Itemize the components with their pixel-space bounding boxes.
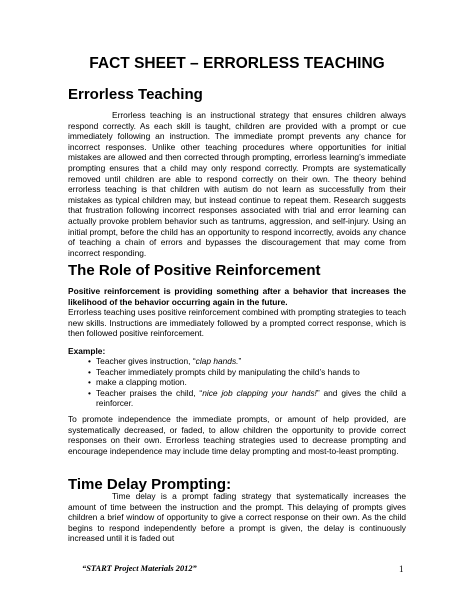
list-item: • Teacher gives instruction, “clap hands.”	[88, 356, 242, 366]
list-item: • Teacher praises the child, “nice job clapping your hands!” and gives the child a reinforcer.	[88, 387, 406, 409]
bullet-icon: •	[88, 387, 91, 398]
footer-credit: “START Project Materials 2012”	[82, 564, 197, 573]
paragraph-errorless-teaching: Errorless teaching is an instructional strategy that ensures children always respond correctly. As each skill is taught, children are provided with a prompt or cue immediately following an instruction. The immediate prompt prevents any chance for incorrect responses. Unlike other teaching procedures where opportunities for initial mistakes are allowed and then corrected through prompting, errorless learning’s immediate prompting ensures that a child may only respond correctly. Prompts are systematically removed until children are able to respond correctly on their own. The theory behind errorless teaching is that children with autism do not learn as successfully from their mistakes as typical children may, but instead continue to repeat them. Research suggests that frustration following incorrect responses associated with trial and error learning can actually provoke problem behavior such as tantrums, aggression, and self-injury. Using an initial prompt, before the child has an opportunity to respond incorrectly, avoids any chance of teaching a chain of errors and bypasses the discouragement that may come from incorrect responding.	[68, 110, 406, 258]
page-title: FACT SHEET – ERRORLESS TEACHING	[89, 55, 385, 72]
bullet-icon: •	[88, 356, 91, 366]
example-list	[68, 356, 406, 409]
bullet-icon: •	[88, 366, 91, 377]
heading-time-delay: Time Delay Prompting:	[68, 476, 232, 493]
heading-positive-reinforcement: The Role of Positive Reinforcement	[68, 262, 321, 279]
list-item: • Teacher immediately prompts child by manipulating the child’s hands to	[88, 366, 360, 377]
bullet-icon: •	[88, 377, 91, 388]
example-label: Example:	[68, 346, 106, 356]
paragraph-independence: To promote independence the immediate prompts, or amount of help provided, are systematically decreased, or faded, to allow children the opportunity to provide correct responses on their own. Errorless teaching strategies used to decrease prompting and encourage independence may include time delay prompting and most-to-least prompting.	[68, 414, 406, 456]
paragraph-reinforcement: Errorless teaching uses positive reinforcement combined with prompting strategies to teach new skills. Instructions are immediately followed by a prompted correct response, which is then followed positive reinforcement.	[68, 307, 406, 339]
paragraph-time-delay: Time delay is a prompt fading strategy that systematically increases the amount of time between the instruction and the prompt. This delaying of prompts gives children a brief window of opportunity to give a correct response on their own. As the child begins to respond independently before a prompt is given, the delay is continuously increased until it is faded out	[68, 491, 406, 544]
page-number: 1	[399, 564, 404, 574]
heading-errorless-teaching: Errorless Teaching	[68, 86, 203, 103]
list-item: • make a clapping motion.	[88, 377, 187, 388]
definition-positive-reinforcement: Positive reinforcement is providing something after a behavior that increases the likelihood of the behavior occurring again in the future.	[68, 286, 406, 307]
